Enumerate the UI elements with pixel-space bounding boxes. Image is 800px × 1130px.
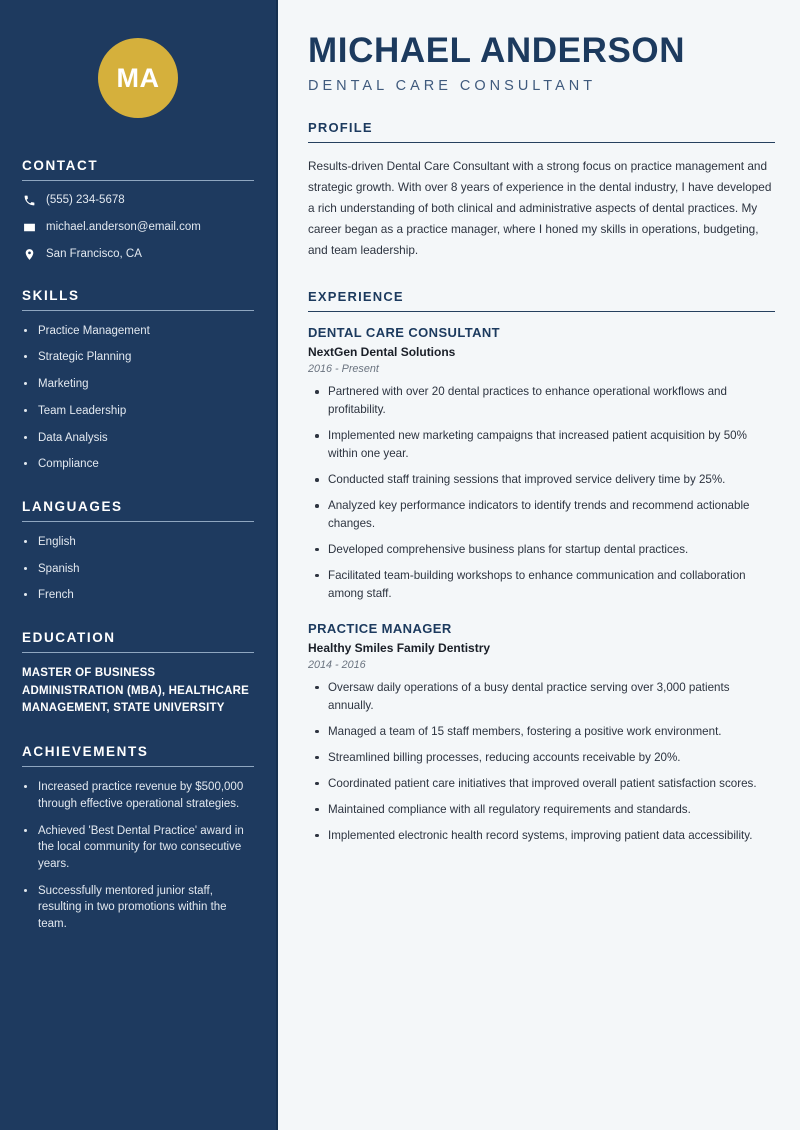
job-dates: 2014 - 2016 xyxy=(308,658,366,671)
contact-heading: CONTACT xyxy=(22,158,99,173)
job-company: Healthy Smiles Family Dentistry xyxy=(308,640,491,655)
envelope-icon xyxy=(22,220,36,234)
contact-phone-value: (555) 234-5678 xyxy=(46,194,125,206)
profile-text: Results-driven Dental Care Consultant with a strong focus on practice management and strategic growth. With over 8 years of experience in the dental industry, I have developed a rich understanding of both clinical and administrative aspects of dental practices. My career began as a practice manager, where I honed my skills in operations, budgeting, and team leadership. xyxy=(308,158,772,257)
list-item: Strategic Planning xyxy=(22,349,254,366)
experience-entry xyxy=(308,621,775,845)
languages-list xyxy=(22,534,254,604)
phone-icon xyxy=(22,193,36,207)
list-item: Successfully mentored junior staff, resulting in two promotions within the team. xyxy=(22,883,254,933)
list-item: Increased practice revenue by $500,000 through effective operational strategies. xyxy=(22,779,254,812)
list-item: Coordinated patient care initiatives that improved overall patient satisfaction scores. xyxy=(308,775,775,793)
list-item: Team Leadership xyxy=(22,403,254,420)
achievements-section xyxy=(22,744,254,932)
job-bullet-list xyxy=(308,383,775,603)
skills-section xyxy=(22,288,254,473)
job-title: PRACTICE MANAGER xyxy=(308,620,452,636)
profile-section xyxy=(308,120,775,261)
contact-location-value: San Francisco, CA xyxy=(46,247,142,260)
map-pin-icon xyxy=(22,247,36,261)
contact-divider xyxy=(22,180,254,181)
languages-section xyxy=(22,499,254,604)
experience-heading: EXPERIENCE xyxy=(308,288,404,304)
contact-email-value: michael.anderson@email.com xyxy=(46,220,201,233)
main-content xyxy=(278,0,800,1130)
list-item: Data Analysis xyxy=(22,430,254,447)
languages-heading: LANGUAGES xyxy=(22,498,123,514)
list-item: Oversaw daily operations of a busy dental practice serving over 3,000 patients annually. xyxy=(308,679,775,715)
list-item: Streamlined billing processes, reducing accounts receivable by 20%. xyxy=(308,749,775,767)
skills-heading: SKILLS xyxy=(22,287,80,303)
list-item: Practice Management xyxy=(22,323,254,340)
profile-heading: PROFILE xyxy=(308,119,373,135)
avatar-container xyxy=(22,0,254,158)
education-section xyxy=(22,630,254,718)
list-item: Maintained compliance with all regulatory requirements and standards. xyxy=(308,801,775,819)
education-entry: MASTER OF BUSINESS ADMINISTRATION (MBA), HEALTHCARE MANAGEMENT, STATE UNIVERSITY xyxy=(22,666,250,715)
languages-divider xyxy=(22,521,254,522)
list-item: Conducted staff training sessions that improved service delivery time by 25%. xyxy=(308,471,775,489)
list-item: Achieved 'Best Dental Practice' award in the local community for two consecutive years. xyxy=(22,823,254,873)
list-item: Marketing xyxy=(22,376,254,393)
list-item: English xyxy=(22,534,254,551)
avatar: MA xyxy=(98,38,178,118)
job-bullet-list xyxy=(308,679,775,845)
experience-entry xyxy=(308,325,775,603)
contact-item-email[interactable] xyxy=(22,220,254,235)
job-title: DENTAL CARE CONSULTANT xyxy=(308,325,500,341)
contact-section xyxy=(22,158,254,262)
job-subtitle: DENTAL CARE CONSULTANT xyxy=(308,77,597,94)
sidebar xyxy=(0,0,278,1130)
education-heading: EDUCATION xyxy=(22,629,116,645)
skills-divider xyxy=(22,310,254,311)
page-title: MICHAEL ANDERSON xyxy=(308,31,686,70)
experience-section xyxy=(308,289,775,845)
list-item: Compliance xyxy=(22,456,254,473)
list-item: Developed comprehensive business plans for startup dental practices. xyxy=(308,541,775,559)
list-item: Analyzed key performance indicators to identify trends and recommend actionable changes. xyxy=(308,497,775,533)
list-item: French xyxy=(22,587,254,604)
achievements-heading: ACHIEVEMENTS xyxy=(22,744,149,760)
list-item: Facilitated team-building workshops to enhance communication and collaboration among staff. xyxy=(308,567,775,603)
list-item: Implemented electronic health record systems, improving patient data accessibility. xyxy=(308,827,775,845)
job-company: NextGen Dental Solutions xyxy=(308,345,456,360)
list-item: Partnered with over 20 dental practices to enhance operational workflows and profitability. xyxy=(308,383,775,419)
skills-list xyxy=(22,323,254,473)
contact-item-location[interactable] xyxy=(22,247,254,262)
job-dates: 2016 - Present xyxy=(308,363,379,376)
education-divider xyxy=(22,652,254,653)
profile-divider xyxy=(308,142,775,143)
list-item: Spanish xyxy=(22,561,254,578)
experience-divider xyxy=(308,311,775,312)
achievements-divider xyxy=(22,766,254,767)
list-item: Implemented new marketing campaigns that increased patient acquisition by 50% within one year. xyxy=(308,427,775,463)
contact-item-phone[interactable] xyxy=(22,193,254,208)
list-item: Managed a team of 15 staff members, fostering a positive work environment. xyxy=(308,723,775,741)
achievements-list xyxy=(22,779,254,932)
